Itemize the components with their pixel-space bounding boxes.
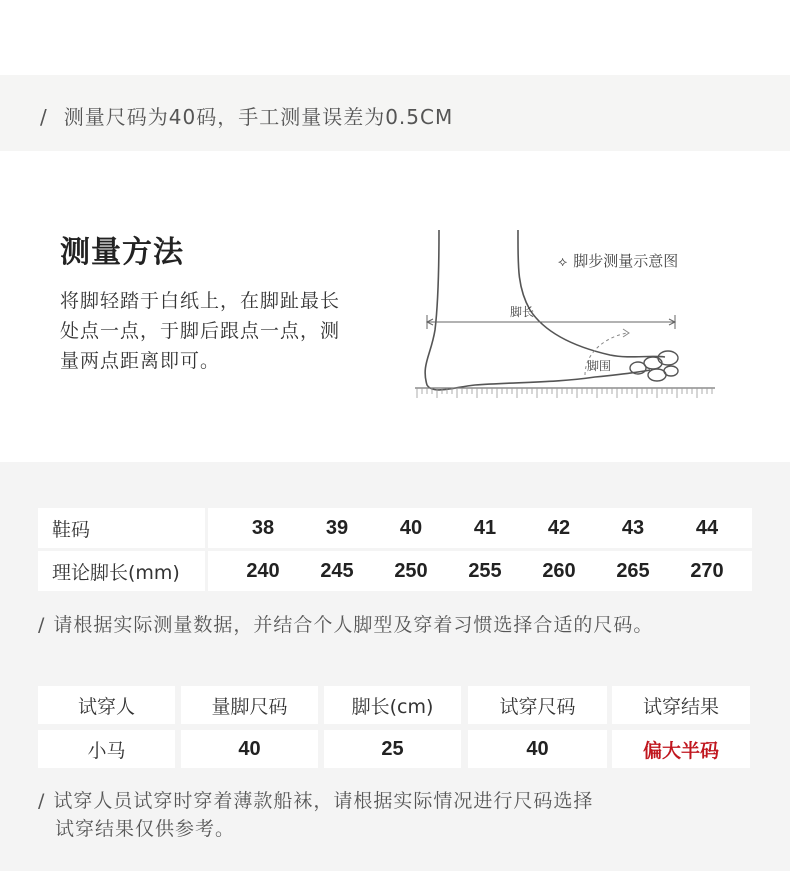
trial-header-label: 试穿结果 (642, 695, 719, 718)
trial-disclaimer-note (38, 786, 593, 816)
banner-text (40, 101, 453, 130)
trial-disclaimer-line2-wrap (55, 814, 235, 844)
length-values (226, 560, 770, 583)
method-description: 将脚轻踏于白纸上，在脚趾最长处点一点，于脚后跟点一点，测量两点距离即可。 (60, 290, 341, 372)
trial-data-cell (181, 730, 318, 768)
length-row-label: 理论脚长(mm) (52, 561, 180, 584)
trial-header-label: 试穿尺码 (499, 695, 576, 718)
trial-size: 40 (526, 737, 549, 760)
trial-header-label: 试穿人 (77, 695, 135, 718)
size-advice-note (38, 610, 653, 640)
diagram-title (558, 250, 678, 271)
trial-header-cell (612, 686, 750, 724)
trial-header-cell (468, 686, 607, 724)
size-cell: 44 (695, 516, 719, 539)
trial-header-cell (324, 686, 461, 724)
size-row-label: 鞋码 (52, 518, 91, 541)
banner-label: 测量尺码为40码，手工测量误差为0.5CM (63, 105, 454, 129)
length-cell: 255 (468, 559, 502, 582)
length-cell: 240 (246, 559, 280, 582)
method-title: 测量方法 (60, 235, 184, 270)
length-row-values (208, 551, 752, 591)
foot-girth-label: 脚围 (587, 359, 612, 373)
trial-header-label: 量脚尺码 (211, 695, 288, 718)
trial-header-label: 脚长(cm) (351, 695, 434, 718)
size-values (226, 517, 770, 540)
size-cell: 42 (547, 516, 571, 539)
trial-data-cell (38, 730, 175, 768)
trial-disclaimer-line1: 试穿人员试穿时穿着薄款船袜，请根据实际情况进行尺码选择 (53, 790, 594, 812)
trial-header-cell (181, 686, 318, 724)
foot-length-label: 脚长 (510, 305, 535, 319)
trial-data-cell (324, 730, 461, 768)
size-row-header (38, 508, 205, 548)
slash-mark-icon: / (38, 614, 46, 636)
length-cell: 270 (690, 559, 724, 582)
length-cell: 245 (320, 559, 354, 582)
size-cell: 41 (473, 516, 497, 539)
trial-disclaimer-line2: 试穿结果仅供参考。 (55, 818, 236, 840)
trial-data-cell (468, 730, 607, 768)
length-row-header (38, 551, 205, 591)
length-cell: 260 (542, 559, 576, 582)
size-cell: 40 (399, 516, 423, 539)
size-advice-text: 请根据实际测量数据，并结合个人脚型及穿着习惯选择合适的尺码。 (53, 614, 654, 636)
size-row-values (208, 508, 752, 548)
trial-data-cell (612, 730, 750, 768)
length-cell: 265 (616, 559, 650, 582)
size-cell: 39 (325, 516, 349, 539)
slash-mark-icon: / (40, 105, 48, 129)
trial-header-cell (38, 686, 175, 724)
size-cell: 43 (621, 516, 645, 539)
diamond-cross-icon: ⟡ (558, 254, 568, 270)
diagram-title-label: 脚步测量示意图 (573, 252, 679, 270)
size-cell: 38 (251, 516, 275, 539)
slash-mark-icon: / (38, 790, 46, 812)
length-cell: 250 (394, 559, 428, 582)
trial-foot-length: 25 (381, 737, 404, 760)
trial-person: 小马 (87, 739, 126, 762)
trial-measured-size: 40 (238, 737, 261, 760)
trial-result: 偏大半码 (642, 739, 719, 762)
